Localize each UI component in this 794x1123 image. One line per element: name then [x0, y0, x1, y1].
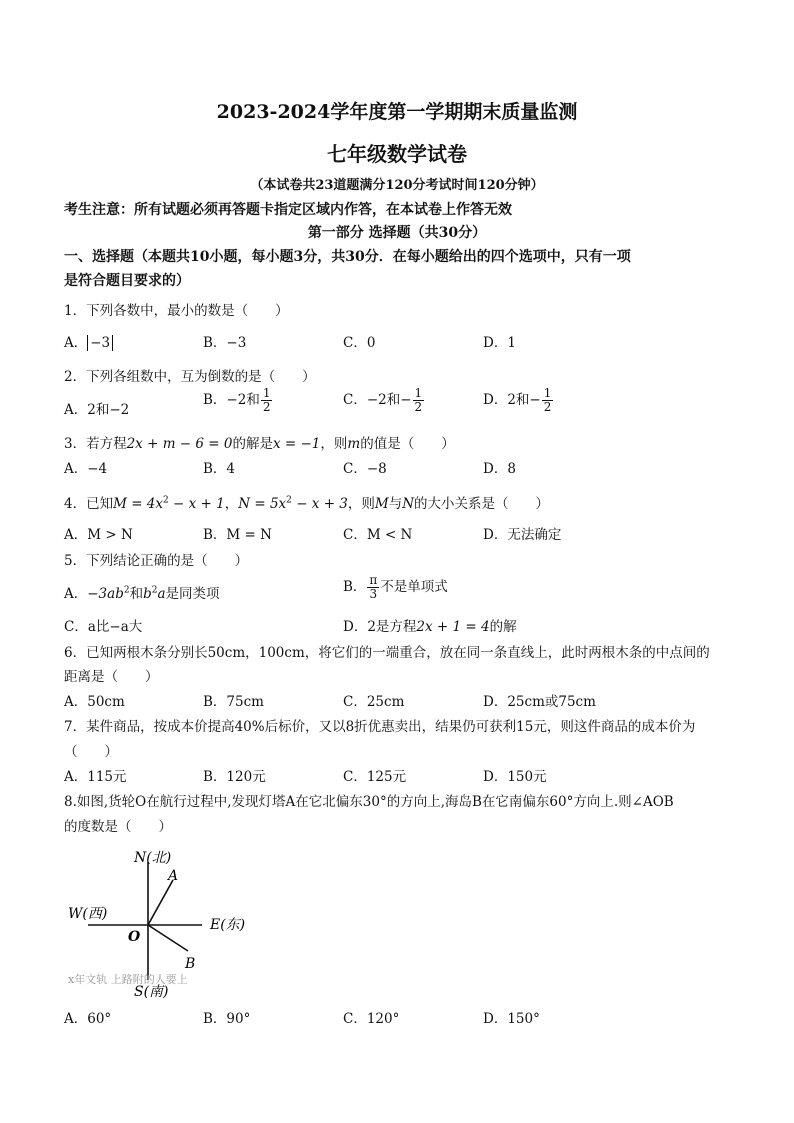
q7-option-d: D．150元: [483, 769, 547, 785]
q4-option-b: B．M = N: [203, 527, 272, 543]
q5-option-c: C．a比−a大: [64, 619, 143, 635]
part-heading: 第一部分 选择题（共30分）: [307, 225, 487, 241]
q4-option-d: D．无法确定: [483, 527, 562, 543]
q6-option-c: C．25cm: [343, 694, 405, 710]
q7-option-b: B．120元: [203, 769, 266, 785]
q3-stem: 3．若方程2x + m − 6 = 0的解是x = −1，则m的值是（ ）: [64, 436, 455, 452]
east-label: E(东): [210, 917, 246, 933]
q7-stem-line2: （ ）: [64, 744, 118, 760]
q1-option-d: D．1: [483, 335, 516, 351]
q3-option-a: A．−4: [64, 461, 108, 477]
south-label: S(南): [134, 984, 169, 1000]
q1-abs-value: −3: [87, 335, 113, 351]
q3-option-d: D．8: [483, 461, 516, 477]
q5-option-b: B． $\frac{\pi}{3}$ 不是单项式: [343, 573, 448, 601]
q1-option-c: C．0: [343, 335, 376, 351]
compass-figure: [60, 840, 270, 1000]
q2-option-a: A．2和−2: [64, 402, 130, 418]
q8-option-b: B．90°: [203, 1011, 251, 1027]
west-label: W(西): [68, 906, 108, 922]
point-b-label: B: [185, 956, 196, 972]
q5-option-d: D．2是方程2x + 1 = 4的解: [343, 619, 517, 635]
q6-option-a: A．50cm: [64, 694, 125, 710]
watermark-text: x年文轨 上路附的人要上: [68, 973, 188, 986]
q1-stem: 1．下列各数中，最小的数是（ ）: [64, 303, 289, 319]
exam-info: （本试卷共23道题满分120分考试时间120分钟）: [250, 178, 544, 193]
q4-option-a: A．M > N: [64, 527, 133, 543]
q7-option-a: A．115元: [64, 769, 127, 785]
q8-option-c: C．120°: [343, 1011, 400, 1027]
ray-ob: [148, 925, 188, 951]
q6-stem-line2: 距离是（ ）: [64, 669, 159, 685]
q7-stem-line1: 7．某件商品，按成本价提高40%后标价，又以8折优惠卖出，结果仍可获利15元，则这件商品的成本价为: [64, 719, 696, 735]
q2-option-d: D．2和− $\frac{1}{2}$: [483, 386, 552, 414]
exam-subtitle: 七年级数学试卷: [327, 142, 467, 166]
q8-option-a: A．60°: [64, 1011, 112, 1027]
q6-stem-line1: 6．已知两根木条分别长50cm，100cm，将它们的一端重合，放在同一条直线上，此时两根木条的中点间的: [64, 645, 710, 661]
q7-option-c: C．125元: [343, 769, 407, 785]
q3-solution: x = −1: [272, 436, 321, 452]
q5-option-a: A．$-3ab^2$和$b^2a$是同类项: [64, 585, 220, 602]
ray-oa: [148, 880, 173, 925]
north-label: N(北): [134, 850, 172, 866]
q2-stem: 2．下列各组数中，互为倒数的是（ ）: [64, 369, 316, 385]
section-heading-line1: 一、选择题（本题共10小题，每小题3分，共30分．在每小题给出的四个选项中，只有一项: [64, 249, 631, 265]
q3-option-c: C．−8: [343, 461, 387, 477]
q8-stem-line1: 8.如图,货轮O在航行过程中,发现灯塔A在它北偏东30°的方向上,海岛B在它南偏东60°方向上.则∠AOB: [64, 794, 674, 810]
exam-notice: 考生注意：所有试题必须再答题卡指定区域内作答，在本试卷上作答无效: [64, 202, 512, 218]
point-a-label: A: [168, 868, 179, 884]
q8-stem-line2: 的度数是（ ）: [64, 819, 172, 835]
q2-option-b: B．−2和 $\frac{1}{2}$: [203, 386, 271, 414]
q6-option-d: D．25cm或75cm: [483, 694, 596, 710]
q3-equation: 2x + m − 6 = 0: [126, 436, 233, 452]
q2-option-c: C．−2和− $\frac{1}{2}$: [343, 386, 423, 414]
q4-option-c: C．M < N: [343, 527, 413, 543]
q1-option-b: B．−3: [203, 335, 247, 351]
q8-option-d: D．150°: [483, 1011, 540, 1027]
q3-option-b: B．4: [203, 461, 236, 477]
q4-stem: 4．已知$M = 4x^2 - x + 1$，$N = 5x^2 - x + 3$，则M与N的大小关系是（ ）: [64, 495, 550, 512]
exam-title: 2023-2024学年度第一学期期末质量监测: [216, 101, 578, 123]
section-heading-line2: 是符合题目要求的）: [64, 273, 190, 289]
q6-option-b: B．75cm: [203, 694, 264, 710]
q5-stem: 5．下列结论正确的是（ ）: [64, 553, 249, 569]
q1-option-a: A． −3: [64, 331, 113, 351]
origin-label: O: [128, 929, 141, 945]
